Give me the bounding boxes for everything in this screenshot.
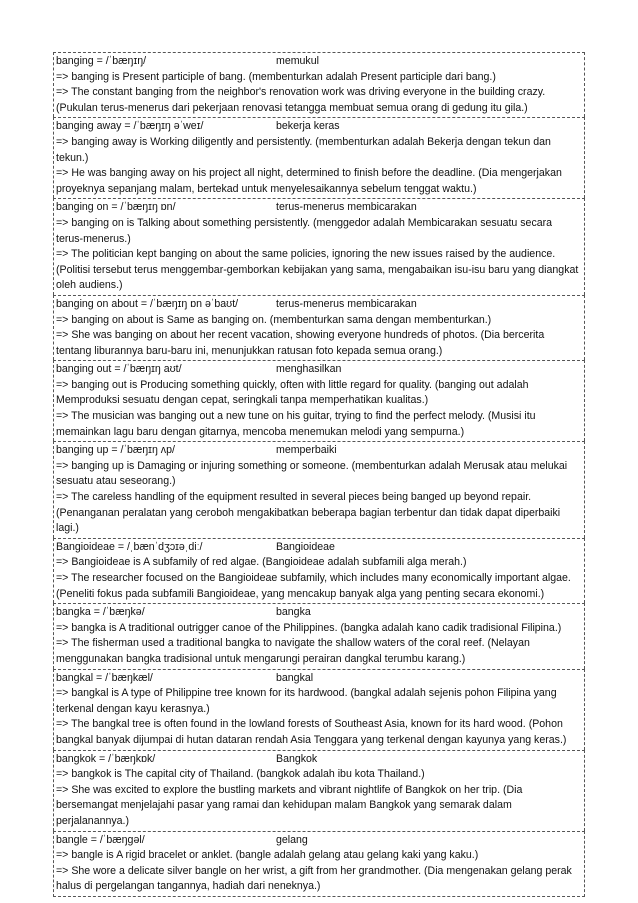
dictionary-entry xyxy=(53,538,585,603)
translation: terus-menerus membicarakan xyxy=(276,201,417,214)
example-sentence: => The fisherman used a traditional bangka to navigate the shallow waters of the coral reef. (Nelayan menggunakan bangka tradisional untuk mengarungi perairan dangkal terumbu karang.) xyxy=(56,637,530,665)
translation: memukul xyxy=(276,55,319,67)
example-sentence: => The researcher focused on the Bangioideae subfamily, which includes many economically important algae. (Peneliti fokus pada subfamili Bangioideae, yang mencakup banyak alga yang penting secara ekonomi.) xyxy=(56,572,571,600)
entry-header xyxy=(56,671,582,687)
example-sentence: => She was excited to explore the bustling markets and vibrant nightlife of Bangkok on her trip. (Dia bersemangat menjelajahi pasar yang ramai dan kehidupan malam Bangkok yang semarak dalam perjalanannya.) xyxy=(56,783,523,827)
headword-pronunciation: bangkal = /ˈbæŋkæl/ xyxy=(56,671,153,684)
definition: => banging out is Producing something quickly, often with little regard for quality. (banging out adalah Memproduksi sesuatu dengan cepat, seringkali tanpa memperhatikan kualitas.) xyxy=(56,378,529,407)
dictionary-entry xyxy=(53,198,585,295)
headword-pronunciation: banging up = /ˈbæŋɪŋ ʌp/ xyxy=(56,444,175,457)
definition: => Bangioideae is A subfamily of red algae. (Bangioideae adalah subfamili alga merah.) xyxy=(56,556,467,569)
dictionary-entry xyxy=(53,52,585,117)
dictionary-page xyxy=(53,52,585,897)
translation: terus-menerus membicarakan xyxy=(276,297,417,310)
translation: menghasilkan xyxy=(276,363,342,376)
entry-header xyxy=(56,119,582,135)
dictionary-entry xyxy=(53,669,585,750)
definition: => bangka is A traditional outrigger canoe of the Philippines. (bangka adalah kano cadik tradisional Filipina.) xyxy=(56,621,562,634)
entry-header xyxy=(56,605,582,621)
example-sentence: => The careless handling of the equipment resulted in several pieces being banged up beyond repair. (Penanganan peralatan yang ceroboh mengakibatkan beberapa bagian terbentur dan tidak dapat diperbaiki lagi.) xyxy=(56,491,561,535)
headword-pronunciation: banging away = /ˈbæŋɪŋ əˈweɪ/ xyxy=(56,120,204,133)
example-sentence: => The politician kept banging on about the same policies, ignoring the new issues raised by the audience. (Politisi tersebut terus menggembar-gemborkan kebijakan yang sama, mengabaikan isu-isu baru yang diangkat oleh audiens.) xyxy=(56,248,579,292)
example-sentence: => The musician was banging out a new tune on his guitar, trying to find the perfect melody. (Musisi itu memainkan lagu baru dengan gitarnya, mencoba menemukan melodi yang sempurna.) xyxy=(56,410,536,438)
translation: Bangioideae xyxy=(276,540,335,553)
entry-header xyxy=(56,362,582,378)
headword-pronunciation: bangle = /ˈbæŋɡəl/ xyxy=(56,833,145,846)
definition: => bangle is A rigid bracelet or anklet. (bangle adalah gelang atau gelang kaki yang kaku.) xyxy=(56,849,479,862)
example-sentence: => She wore a delicate silver bangle on her wrist, a gift from her grandmother. (Dia mengenakan gelang perak halus di pergelangan tangannya, hadiah dari neneknya.) xyxy=(56,864,572,893)
definition: => banging is Present participle of bang. (membenturkan adalah Present participle dari bang.) xyxy=(56,70,496,83)
example-sentence: => He was banging away on his project all night, determined to finish before the deadline. (Dia mengerjakan proyeknya sepanjang malam, bertekad untuk menyelesaikannya sebelum tenggat waktu.) xyxy=(56,167,562,195)
headword-pronunciation: banging on = /ˈbæŋɪŋ ɒn/ xyxy=(56,201,176,214)
dictionary-entry xyxy=(53,360,585,441)
headword-pronunciation: bangkok = /ˈbæŋkɒk/ xyxy=(56,752,156,765)
definition: => bangkal is A type of Philippine tree known for its hardwood. (bangkal adalah sejenis pohon Filipina yang terkenal dengan kayu kerasnya.) xyxy=(56,687,557,715)
translation: memperbaiki xyxy=(276,444,337,457)
definition: => banging on is Talking about something persistently. (menggedor adalah Membicarakan sesuatu secara terus-menerus.) xyxy=(56,216,553,245)
entry-header xyxy=(56,443,582,459)
definition: => banging on about is Same as banging on. (membenturkan sama dengan membenturkan.) xyxy=(56,313,492,326)
translation: bangkal xyxy=(276,671,314,684)
dictionary-entry xyxy=(53,117,585,198)
dictionary-entry xyxy=(53,441,585,538)
definition: => banging up is Damaging or injuring something or someone. (membenturkan adalah Merusak atau melukai sesuatu atau seseorang.) xyxy=(56,459,568,488)
entry-header xyxy=(56,752,582,768)
headword-pronunciation: banging = /ˈbæŋɪŋ/ xyxy=(56,55,147,67)
headword-pronunciation: banging out = /ˈbæŋɪŋ aʊt/ xyxy=(56,363,182,376)
entry-header xyxy=(56,833,582,849)
dictionary-entry xyxy=(53,295,585,360)
headword-pronunciation: bangka = /ˈbæŋkə/ xyxy=(56,606,145,619)
entry-header xyxy=(56,54,582,70)
entry-header xyxy=(56,297,582,313)
dictionary-entry xyxy=(53,831,585,897)
translation: bekerja keras xyxy=(276,120,340,133)
dictionary-entry xyxy=(53,603,585,668)
definition: => banging away is Working diligently and persistently. (membenturkan adalah Bekerja dengan tekun dan tekun.) xyxy=(56,135,551,164)
example-sentence: => The constant banging from the neighbor's renovation work was driving everyone in the building crazy. (Pukulan terus-menerus dari pekerjaan renovasi tetangga membuat semua orang di gedung itu gila.) xyxy=(56,86,546,114)
example-sentence: => She was banging on about her recent vacation, showing everyone hundreds of photos. (Dia bercerita tentang liburannya baru-baru ini, menunjukkan ratusan foto kepada semua orang.) xyxy=(56,329,545,357)
translation: gelang xyxy=(276,833,308,846)
dictionary-entry xyxy=(53,750,585,831)
headword-pronunciation: Bangioideae = /ˌbænˈdʒɔɪəˌdiː/ xyxy=(56,540,203,553)
entry-header xyxy=(56,200,582,216)
definition: => bangkok is The capital city of Thailand. (bangkok adalah ibu kota Thailand.) xyxy=(56,768,425,781)
entry-header xyxy=(56,540,582,556)
example-sentence: => The bangkal tree is often found in the lowland forests of Southeast Asia, known for its hard wood. (Pohon bangkal banyak dijumpai di hutan dataran rendah Asia Tenggara yang terkenal dengan kayunya yang keras.) xyxy=(56,718,567,746)
translation: bangka xyxy=(276,606,311,619)
headword-pronunciation: banging on about = /ˈbæŋɪŋ ɒn əˈbaʊt/ xyxy=(56,297,239,310)
translation: Bangkok xyxy=(276,752,318,765)
